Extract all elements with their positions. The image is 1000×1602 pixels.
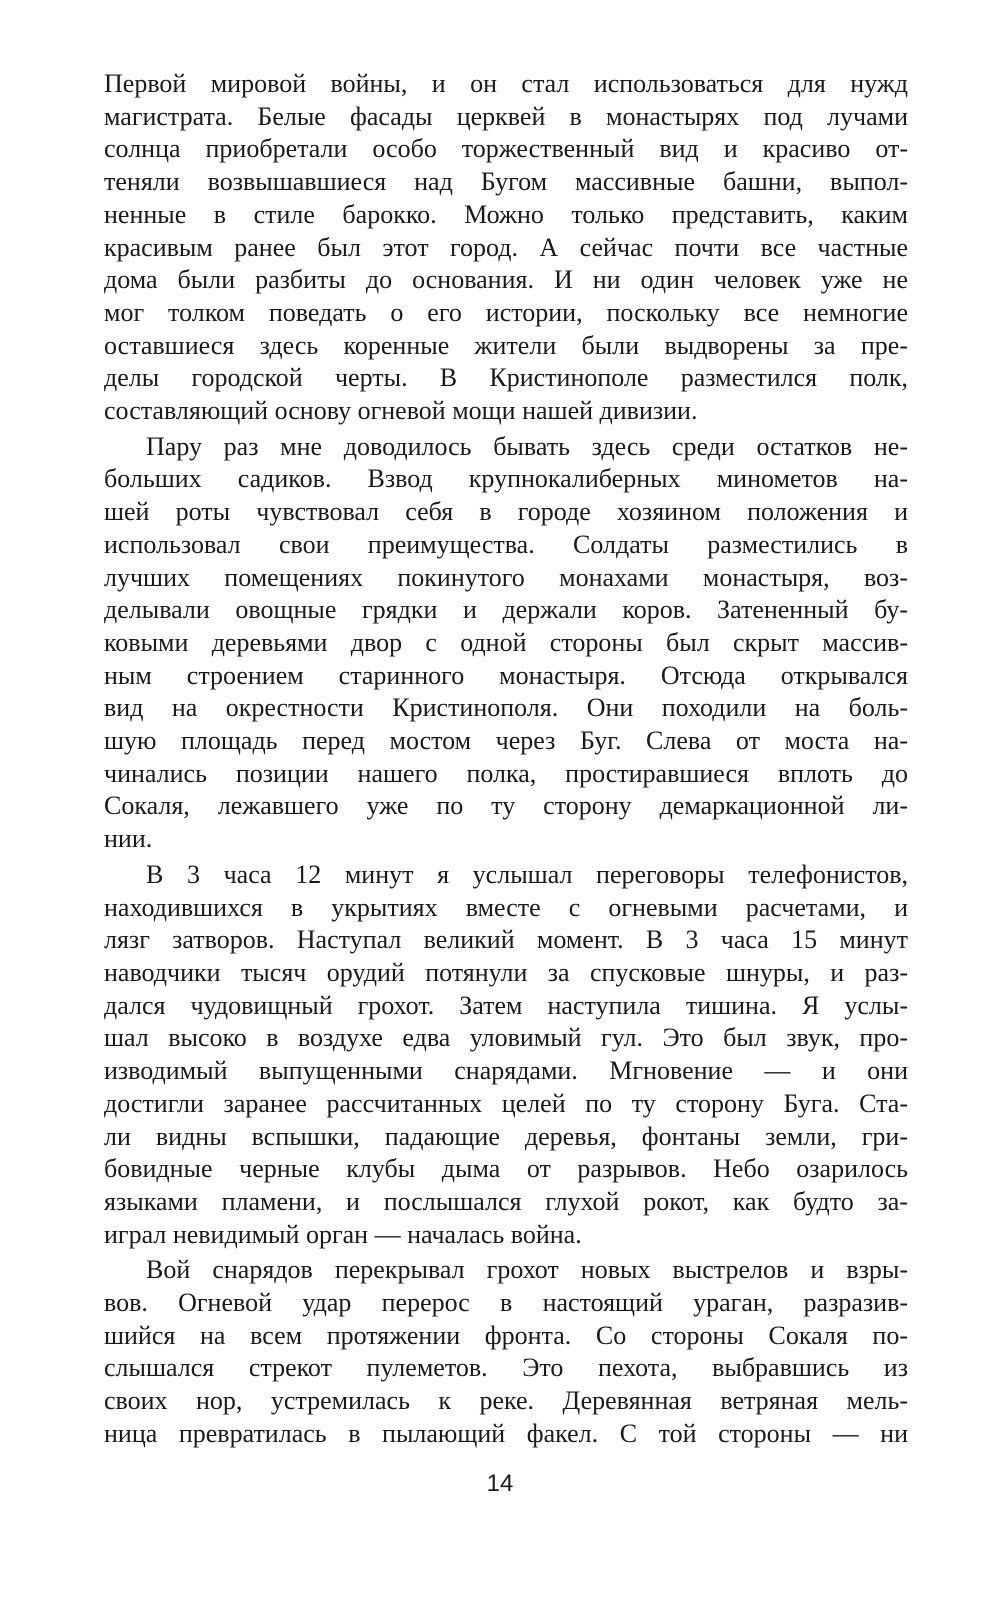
text-line: достигли заранее рассчитанных целей по ту сторону Буга. Ста- bbox=[104, 1088, 908, 1118]
text-line: теняли возвышавшиеся над Бугом массивные башни, выпол- bbox=[104, 167, 908, 197]
text-line: лязг затворов. Наступал великий момент. В 3 часа 15 минут bbox=[104, 925, 908, 955]
text-line: делывали овощные грядки и держали коров. Затененный бу- bbox=[104, 595, 908, 625]
text-line: Сокаля, лежавшего уже по ту сторону демаркационной ли- bbox=[104, 791, 908, 821]
text-line: магистрата. Белые фасады церквей в монастырях под лучами bbox=[104, 101, 908, 131]
text-line: В 3 часа 12 минут я услышал переговоры телефонистов, bbox=[146, 859, 908, 889]
text-line: использовал свои преимущества. Солдаты разместились в bbox=[104, 529, 908, 559]
text-line: слышался стрекот пулеметов. Это пехота, выбравшись из bbox=[104, 1353, 908, 1383]
text-line: шей роты чувствовал себя в городе хозяином положения и bbox=[104, 497, 908, 527]
paragraph-2 bbox=[104, 431, 908, 856]
text-line: мог толком поведать о его истории, поскольку все немногие bbox=[104, 297, 908, 327]
text-line: лучших помещениях покинутого монахами монастыря, воз- bbox=[104, 562, 908, 592]
text-line: ница превратилась в пылающий факел. С той стороны — ни bbox=[104, 1418, 908, 1448]
text-line: своих нор, устремилась к реке. Деревянная ветряная мель- bbox=[104, 1386, 908, 1416]
text-line: изводимый выпущенными снарядами. Мгновение — и они bbox=[104, 1056, 908, 1086]
text-line: Первой мировой войны, и он стал использоваться для нужд bbox=[104, 69, 908, 98]
text-line: дался чудовищный грохот. Затем наступила тишина. Я услы- bbox=[104, 990, 908, 1020]
page-number: 14 bbox=[486, 1470, 514, 1497]
text-line: языками пламени, и послышался глухой рокот, как будто за- bbox=[104, 1186, 908, 1216]
paragraph-4 bbox=[104, 1254, 908, 1450]
text-line: вов. Огневой удар перерос в настоящий ураган, разразив- bbox=[104, 1288, 908, 1318]
text-line: шийся на всем протяжении фронта. Со стороны Сокаля по- bbox=[104, 1320, 908, 1350]
text-line: шал высоко в воздухе едва уловимый гул. Это был звук, про- bbox=[104, 1023, 908, 1053]
text-line: дома были разбиты до основания. И ни один человек уже не bbox=[104, 265, 908, 295]
text-line: красивым ранее был этот город. А сейчас почти все частные bbox=[104, 232, 908, 262]
text-line: Пару раз мне доводилось бывать здесь среди остатков не- bbox=[146, 431, 908, 461]
text-line: ли видны вспышки, падающие деревья, фонтаны земли, гри- bbox=[104, 1121, 908, 1151]
text-line: составляющий основу огневой мощи нашей дивизии. bbox=[104, 396, 698, 426]
text-line: ненные в стиле барокко. Можно только представить, каким bbox=[104, 199, 908, 229]
text-line: находившихся в укрытиях вместе с огневыми расчетами, и bbox=[104, 892, 908, 922]
text-line: чинались позиции нашего полка, простиравшиеся вплоть до bbox=[104, 758, 908, 788]
text-line: делы городской черты. В Кристинополе разместился полк, bbox=[104, 363, 908, 393]
text-line: шую площадь перед мостом через Буг. Слева от моста на- bbox=[104, 726, 908, 756]
text-line: вид на окрестности Кристинополя. Они походили на боль- bbox=[104, 693, 908, 723]
text-line: оставшиеся здесь коренные жители были выдворены за пре- bbox=[104, 330, 908, 360]
text-line: нии. bbox=[104, 824, 153, 854]
paragraph-1 bbox=[104, 68, 908, 428]
text-line: играл невидимый орган — началась война. bbox=[104, 1219, 582, 1249]
text-line: бовидные черные клубы дыма от разрывов. Небо озарилось bbox=[104, 1154, 908, 1184]
text-line: солнца приобретали особо торжественный вид и красиво от- bbox=[104, 134, 908, 164]
text-line: Вой снарядов перекрывал грохот новых выстрелов и взры- bbox=[146, 1255, 908, 1285]
paragraph-3 bbox=[104, 859, 908, 1251]
text-line: наводчики тысяч орудий потянули за спусковые шнуры, и раз- bbox=[104, 957, 908, 987]
body-text bbox=[104, 68, 908, 1451]
text-line: больших садиков. Взвод крупнокалиберных минометов на- bbox=[104, 464, 908, 494]
text-line: ковыми деревьями двор с одной стороны был скрыт массив- bbox=[104, 627, 908, 657]
text-line: ным строением старинного монастыря. Отсюда открывался bbox=[104, 660, 908, 690]
